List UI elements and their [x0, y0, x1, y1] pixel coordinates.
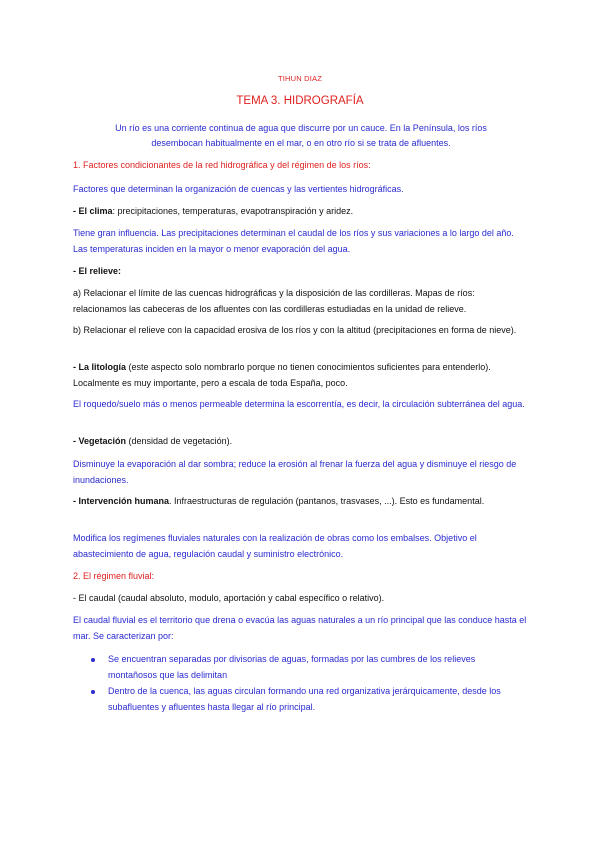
caudal-paragraph: - El caudal (caudal absoluto, modulo, aportación y cabal específico o relativo).: [73, 593, 385, 603]
relieve-b-paragraph: b) Relacionar el relieve con la capacidad erosiva de los ríos y con la altitud (precipitaciones en forma de nieve).: [73, 325, 517, 335]
intervencion-paragraph: [73, 494, 527, 510]
caudal-note: El caudal fluvial es el territorio que drena o evacúa las aguas naturales a un río principal que las conduce hasta el mar. Se caracterizan por:: [73, 615, 527, 641]
list-item-text: Se encuentran separadas por divisorias de aguas, formadas por las cumbres de los relieves montañosos que las delimitan: [108, 654, 476, 680]
clima-text: : precipitaciones, temperaturas, evapotranspiración y aridez.: [112, 206, 354, 216]
relieve-label: - El relieve:: [73, 266, 122, 276]
litologia-label: - La litología: [73, 362, 126, 372]
clima-note: Tiene gran influencia. Las precipitaciones determinan el caudal de los ríos y sus variaciones a lo largo del año. Las temperaturas inciden en la mayor o menor evaporación del agua.: [73, 228, 514, 254]
section1-heading: 1. Factores condicionantes de la red hidrográfica y del régimen de los ríos:: [73, 160, 371, 170]
litologia-note: El roquedo/suelo más o menos permeable determina la escorrentía, es decir, la circulación subterránea del agua.: [73, 399, 525, 409]
list-item-text: Dentro de la cuenca, las aguas circulan formando una red organizativa jerárquicamente, desde los subafluentes y afluentes hasta llegar al río principal.: [108, 686, 501, 712]
bullet-icon: [91, 690, 95, 694]
vegetacion-note: Disminuye la evaporación al dar sombra; reduce la erosión al frenar la fuerza del agua y disminuye el riesgo de inundaciones.: [73, 459, 517, 485]
litologia-text: (este aspecto solo nombrarlo porque no tienen conocimientos suficientes para entenderlo). Localmente es muy importante, pero a escala de toda España, poco.: [73, 362, 491, 388]
characteristics-list: [88, 652, 518, 716]
section1-lead: Factores que determinan la organización de cuencas y las vertientes hidrográficas.: [73, 184, 404, 194]
section2-heading: 2. El régimen fluvial:: [73, 571, 155, 581]
clima-label: - El clima: [73, 206, 113, 216]
bullet-icon: [91, 658, 95, 662]
relieve-a-paragraph: a) Relacionar el límite de las cuencas hidrográficas y la disposición de las cordilleras. Mapas de ríos: relacionamos las cabeceras de los afluentes con las cordilleras estudiadas en la unidad de relieve.: [73, 288, 475, 314]
litologia-paragraph: [73, 360, 527, 391]
vegetacion-label: - Vegetación: [73, 436, 127, 446]
list-item: [88, 652, 518, 683]
intervencion-label: - Intervención humana: [73, 496, 170, 506]
list-item: [88, 684, 518, 715]
vegetacion-text: (densidad de vegetación).: [126, 436, 233, 446]
intervencion-note: Modifica los regímenes fluviales naturales con la realización de obras como los embalses. Objetivo el abastecimiento de agua, regulación caudal y suministro electrónico.: [73, 533, 477, 559]
intro-paragraph: Un río es una corriente continua de agua que discurre por un cauce. En la Península, los ríos desembocan habitualmente en el mar, o en otro río si se trata de afluentes.: [115, 123, 487, 148]
clima-paragraph: [73, 204, 527, 220]
vegetacion-paragraph: [73, 434, 527, 450]
author-name: TIHUN DIAZ: [277, 74, 323, 83]
intervencion-text: . Infraestructuras de regulación (pantanos, trasvases, ...). Esto es fundamental.: [169, 496, 485, 506]
document-title: TEMA 3. HIDROGRAFÍA: [236, 95, 364, 107]
